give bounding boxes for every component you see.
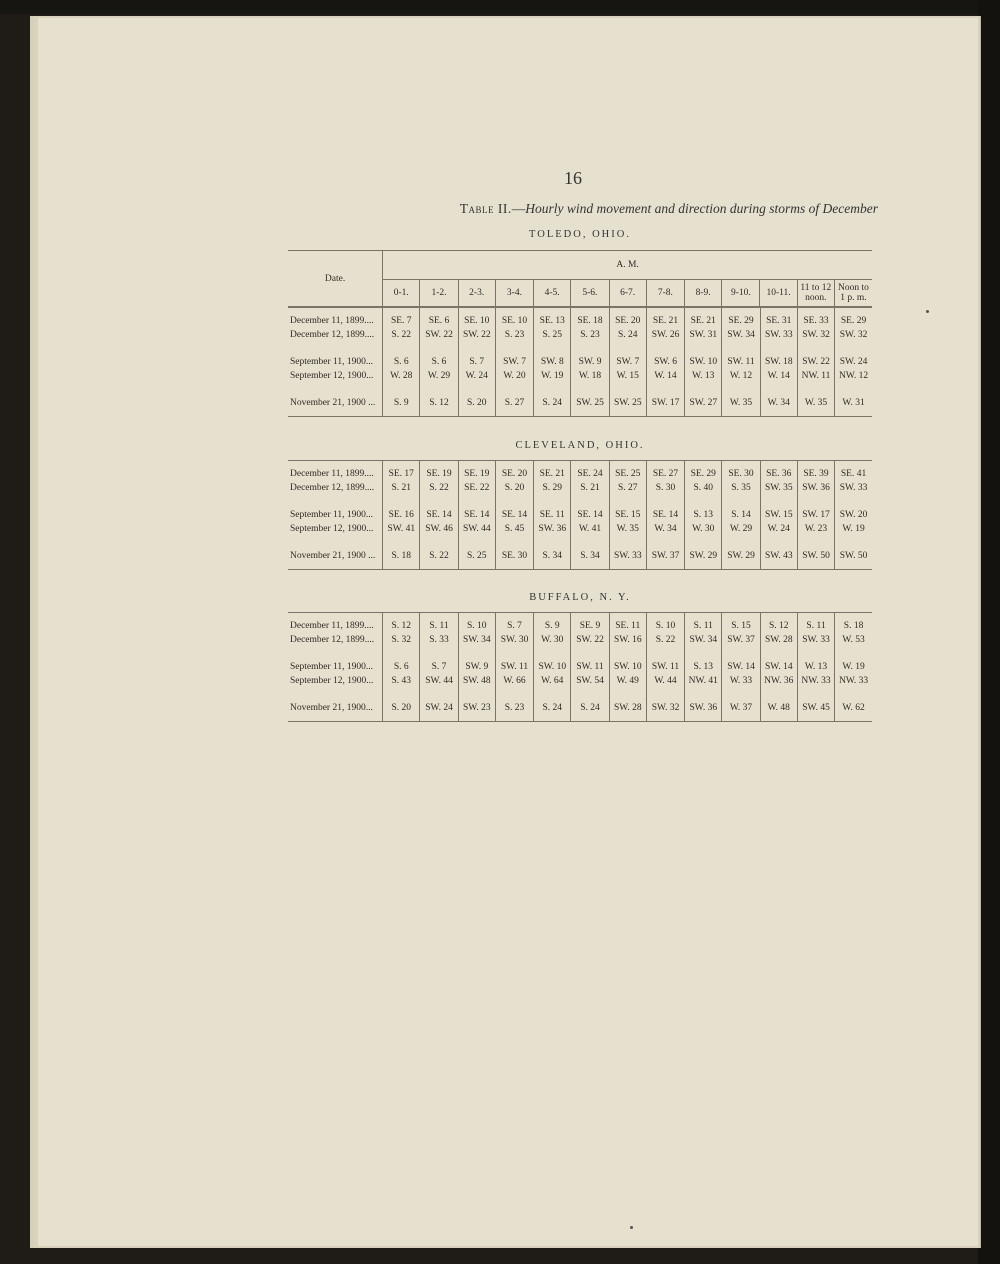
wind-cell: W. 14	[760, 369, 797, 383]
wind-cell: SW. 10	[609, 647, 646, 674]
wind-cell: S. 34	[534, 536, 571, 570]
wind-cell: S. 7	[420, 647, 458, 674]
wind-cell: W. 19	[835, 647, 872, 674]
wind-cell: SW. 10	[685, 342, 722, 369]
wind-cell: SE. 10	[495, 308, 533, 329]
hour-header: 8-9.	[684, 280, 721, 307]
wind-cell: S. 12	[760, 613, 797, 634]
wind-cell: NW. 33	[797, 674, 834, 688]
wind-cell: S. 24	[609, 328, 646, 342]
wind-cell: SE. 16	[383, 495, 420, 522]
wind-cell: S. 22	[420, 481, 458, 495]
row-date: November 21, 1900...	[288, 688, 383, 722]
hour-header: 5-6.	[571, 280, 609, 307]
table-header	[288, 250, 872, 307]
table-row	[288, 633, 872, 647]
buffalo-table	[288, 612, 872, 722]
wind-cell: W. 34	[760, 383, 797, 417]
wind-cell: S. 13	[685, 647, 722, 674]
wind-cell: W. 19	[534, 369, 571, 383]
wind-cell: S. 12	[383, 613, 420, 634]
wind-cell: S. 7	[458, 342, 495, 369]
wind-cell: SW. 22	[458, 328, 495, 342]
wind-cell: W. 30	[685, 522, 722, 536]
wind-cell: SE. 9	[571, 613, 609, 634]
wind-cell: SE. 19	[420, 461, 458, 482]
row-date: November 21, 1900 ...	[288, 536, 383, 570]
wind-cell: SW. 37	[722, 633, 760, 647]
wind-cell: SW. 9	[458, 647, 495, 674]
paper-speck	[926, 310, 929, 313]
hour-header: 9-10.	[722, 280, 760, 307]
wind-cell: SE. 29	[835, 308, 872, 329]
wind-cell: W. 12	[722, 369, 760, 383]
wind-cell: SW. 34	[722, 328, 760, 342]
hour-header: 1-2.	[420, 280, 458, 307]
wind-cell: SW. 23	[458, 688, 495, 722]
caption-title: Hourly wind movement and direction during storms of December	[525, 201, 878, 216]
row-date: December 11, 1899....	[288, 613, 383, 634]
wind-cell: SE. 17	[383, 461, 420, 482]
wind-cell: S. 10	[646, 613, 684, 634]
wind-cell: SE. 14	[495, 495, 533, 522]
wind-cell: W. 44	[646, 674, 684, 688]
wind-cell: W. 28	[383, 369, 420, 383]
wind-cell: SE. 7	[383, 308, 420, 329]
wind-cell: SW. 24	[420, 688, 458, 722]
row-date: December 11, 1899....	[288, 461, 383, 482]
wind-cell: S. 25	[534, 328, 571, 342]
wind-cell: S. 6	[383, 647, 420, 674]
wind-cell: SW. 41	[383, 522, 420, 536]
wind-cell: S. 7	[495, 613, 533, 634]
wind-cell: SW. 43	[760, 536, 797, 570]
wind-cell: W. 31	[835, 383, 872, 417]
wind-cell: SE. 33	[797, 308, 834, 329]
wind-cell: SE. 24	[571, 461, 609, 482]
table-row	[288, 342, 872, 369]
wind-cell: SW. 10	[534, 647, 571, 674]
wind-cell: S. 10	[458, 613, 495, 634]
table-row	[288, 383, 872, 417]
section-title-toledo: TOLEDO, OHIO.	[529, 229, 631, 240]
wind-cell: NW. 41	[685, 674, 722, 688]
wind-cell: S. 24	[534, 383, 571, 417]
wind-cell: SW. 8	[534, 342, 571, 369]
wind-cell: S. 30	[646, 481, 684, 495]
wind-cell: SW. 45	[797, 688, 834, 722]
wind-cell: SW. 17	[646, 383, 684, 417]
wind-cell: S. 27	[609, 481, 646, 495]
am-header: A. M.	[383, 251, 872, 280]
wind-cell: W. 14	[646, 369, 684, 383]
row-date: December 12, 1899....	[290, 330, 375, 340]
wind-cell: SW. 36	[685, 688, 722, 722]
wind-cell: W. 66	[495, 674, 533, 688]
wind-cell: SW. 11	[495, 647, 533, 674]
table-row	[288, 674, 872, 688]
wind-cell: S. 18	[383, 536, 420, 570]
wind-cell: W. 35	[722, 383, 760, 417]
wind-cell: S. 6	[420, 342, 458, 369]
wind-cell: SE. 19	[458, 461, 495, 482]
hour-header: 4-5.	[534, 280, 571, 307]
wind-cell: S. 11	[420, 613, 458, 634]
wind-cell: W. 64	[534, 674, 571, 688]
wind-cell: SE. 10	[458, 308, 495, 329]
wind-cell: SW. 14	[760, 647, 797, 674]
wind-cell: SW. 16	[609, 633, 646, 647]
hour-header: 7-8.	[646, 280, 684, 307]
scanner-edge-top	[0, 0, 1000, 14]
table-row	[288, 522, 872, 536]
wind-cell: S. 45	[495, 522, 533, 536]
hour-header: 2-3.	[458, 280, 495, 307]
wind-cell: SE. 20	[495, 461, 533, 482]
wind-cell: S. 23	[495, 328, 533, 342]
hour-header: 0-1.	[383, 280, 420, 307]
wind-cell: S. 21	[571, 481, 609, 495]
section-title-cleveland: CLEVELAND, OHIO.	[515, 440, 645, 451]
wind-cell: NW. 11	[797, 369, 834, 383]
wind-cell: SW. 44	[420, 674, 458, 688]
wind-cell: S. 11	[685, 613, 722, 634]
date-column-header: Date.	[288, 251, 383, 307]
wind-cell: SW. 14	[722, 647, 760, 674]
wind-cell: SW. 28	[760, 633, 797, 647]
cleveland-table	[288, 460, 872, 570]
wind-cell: SW. 44	[458, 522, 495, 536]
wind-cell: SE. 14	[458, 495, 495, 522]
wind-cell: S. 22	[420, 536, 458, 570]
wind-cell: SE. 20	[609, 308, 646, 329]
hour-header: 6-7.	[609, 280, 646, 307]
wind-cell: SW. 54	[571, 674, 609, 688]
row-date: December 12, 1899....	[290, 483, 375, 493]
wind-cell: SE. 31	[760, 308, 797, 329]
wind-cell: S. 20	[383, 688, 420, 722]
table-row	[288, 647, 872, 674]
wind-cell: SE. 15	[609, 495, 646, 522]
wind-cell: S. 12	[420, 383, 458, 417]
wind-cell: W. 62	[835, 688, 872, 722]
wind-cell: SW. 6	[646, 342, 684, 369]
toledo-table	[288, 307, 872, 417]
scanner-edge-right	[978, 0, 1000, 1264]
wind-cell: SW. 28	[609, 688, 646, 722]
wind-cell: W. 34	[646, 522, 684, 536]
wind-cell: SE. 21	[534, 461, 571, 482]
wind-cell: SW. 34	[458, 633, 495, 647]
wind-cell: S. 14	[722, 495, 760, 522]
row-date: December 11, 1899....	[288, 308, 383, 329]
wind-cell: SW. 33	[797, 633, 834, 647]
wind-cell: S. 29	[534, 481, 571, 495]
row-date: December 12, 1899....	[290, 635, 375, 645]
section-title-buffalo: BUFFALO, N. Y.	[529, 592, 631, 603]
wind-cell: SW. 32	[835, 328, 872, 342]
hour-header: Noon to 1 p. m.	[834, 280, 872, 307]
wind-cell: SW. 9	[571, 342, 609, 369]
wind-cell: SE. 30	[495, 536, 533, 570]
wind-cell: SE. 13	[534, 308, 571, 329]
wind-cell: SW. 27	[685, 383, 722, 417]
wind-cell: W. 24	[760, 522, 797, 536]
wind-cell: S. 25	[458, 536, 495, 570]
table-row	[288, 481, 872, 495]
wind-cell: SW. 22	[797, 342, 834, 369]
wind-cell: S. 35	[722, 481, 760, 495]
wind-cell: SW. 48	[458, 674, 495, 688]
row-date: September 12, 1900...	[290, 524, 374, 534]
wind-cell: W. 35	[797, 383, 834, 417]
wind-cell: S. 9	[534, 613, 571, 634]
wind-cell: SW. 29	[685, 536, 722, 570]
wind-cell: SW. 18	[760, 342, 797, 369]
wind-cell: SE. 41	[835, 461, 872, 482]
wind-cell: W. 41	[571, 522, 609, 536]
wind-cell: SW. 35	[760, 481, 797, 495]
wind-cell: SE. 25	[609, 461, 646, 482]
wind-cell: SE. 14	[420, 495, 458, 522]
wind-cell: SE. 21	[646, 308, 684, 329]
wind-cell: S. 9	[383, 383, 420, 417]
page-number: 16	[564, 168, 582, 188]
wind-cell: S. 11	[797, 613, 834, 634]
table-row	[288, 613, 872, 634]
wind-cell: SE. 30	[722, 461, 760, 482]
wind-cell: W. 15	[609, 369, 646, 383]
wind-cell: SW. 26	[646, 328, 684, 342]
wind-cell: S. 6	[383, 342, 420, 369]
row-date: September 11, 1900...	[290, 357, 374, 367]
wind-cell: W. 18	[571, 369, 609, 383]
wind-cell: W. 49	[609, 674, 646, 688]
wind-cell: SE. 11	[534, 495, 571, 522]
table-row	[288, 495, 872, 522]
wind-cell: W. 53	[835, 633, 872, 647]
table-row	[288, 536, 872, 570]
wind-cell: S. 20	[458, 383, 495, 417]
table-row	[288, 461, 872, 482]
wind-cell: SW. 32	[646, 688, 684, 722]
wind-cell: SW. 36	[797, 481, 834, 495]
wind-cell: S. 23	[495, 688, 533, 722]
wind-cell: S. 24	[534, 688, 571, 722]
wind-cell: W. 19	[835, 522, 872, 536]
wind-cell: W. 24	[458, 369, 495, 383]
wind-cell: SW. 22	[420, 328, 458, 342]
wind-cell: SW. 7	[495, 342, 533, 369]
wind-cell: SW. 25	[571, 383, 609, 417]
wind-cell: W. 23	[797, 522, 834, 536]
table-row	[288, 369, 872, 383]
wind-cell: SE. 6	[420, 308, 458, 329]
wind-cell: SW. 25	[609, 383, 646, 417]
wind-cell: NW. 36	[760, 674, 797, 688]
wind-cell: S. 15	[722, 613, 760, 634]
table-row	[288, 308, 872, 329]
wind-cell: W. 20	[495, 369, 533, 383]
wind-cell: S. 32	[383, 633, 420, 647]
table-row	[288, 688, 872, 722]
wind-cell: SW. 32	[797, 328, 834, 342]
wind-cell: W. 13	[797, 647, 834, 674]
wind-cell: SW. 50	[835, 536, 872, 570]
wind-cell: S. 22	[383, 328, 420, 342]
wind-cell: SW. 34	[685, 633, 722, 647]
wind-cell: W. 29	[420, 369, 458, 383]
page	[38, 18, 978, 1246]
wind-cell: SW. 46	[420, 522, 458, 536]
row-date: September 12, 1900...	[290, 371, 374, 381]
wind-cell: SE. 22	[458, 481, 495, 495]
wind-cell: SW. 15	[760, 495, 797, 522]
wind-cell: W. 30	[534, 633, 571, 647]
wind-cell: SW. 20	[835, 495, 872, 522]
row-date: September 12, 1900...	[290, 676, 374, 686]
wind-cell: SE. 29	[722, 308, 760, 329]
wind-cell: S. 43	[383, 674, 420, 688]
wind-cell: SE. 18	[571, 308, 609, 329]
wind-cell: SW. 7	[609, 342, 646, 369]
wind-cell: SW. 50	[797, 536, 834, 570]
hour-header: 3-4.	[495, 280, 533, 307]
wind-cell: SE. 29	[685, 461, 722, 482]
wind-cell: S. 22	[646, 633, 684, 647]
wind-cell: SW. 17	[797, 495, 834, 522]
wind-cell: W. 35	[609, 522, 646, 536]
wind-cell: SW. 30	[495, 633, 533, 647]
wind-cell: W. 33	[722, 674, 760, 688]
wind-cell: SW. 31	[685, 328, 722, 342]
wind-cell: S. 23	[571, 328, 609, 342]
wind-cell: SW. 37	[646, 536, 684, 570]
wind-cell: S. 40	[685, 481, 722, 495]
wind-cell: SW. 36	[534, 522, 571, 536]
wind-cell: SE. 14	[571, 495, 609, 522]
wind-cell: SW. 11	[571, 647, 609, 674]
row-date: September 11, 1900...	[290, 510, 374, 520]
table-row	[288, 328, 872, 342]
wind-cell: S. 33	[420, 633, 458, 647]
wind-cell: S. 27	[495, 383, 533, 417]
wind-cell: S. 21	[383, 481, 420, 495]
wind-cell: SW. 33	[609, 536, 646, 570]
wind-cell: SE. 36	[760, 461, 797, 482]
wind-cell: SW. 33	[760, 328, 797, 342]
wind-cell: W. 13	[685, 369, 722, 383]
table-caption	[378, 201, 878, 217]
caption-lead: Table II.	[459, 201, 512, 216]
wind-cell: W. 29	[722, 522, 760, 536]
wind-cell: S. 13	[685, 495, 722, 522]
wind-cell: S. 20	[495, 481, 533, 495]
wind-cell: SW. 11	[646, 647, 684, 674]
paper-speck	[630, 1226, 633, 1229]
wind-cell: W. 37	[722, 688, 760, 722]
caption-dash: —	[511, 201, 526, 216]
wind-cell: W. 48	[760, 688, 797, 722]
hour-header: 10-11.	[760, 280, 797, 307]
wind-cell: NW. 12	[835, 369, 872, 383]
wind-cell: SE. 39	[797, 461, 834, 482]
wind-cell: S. 24	[571, 688, 609, 722]
wind-cell: SE. 11	[609, 613, 646, 634]
row-date: November 21, 1900 ...	[288, 383, 383, 417]
wind-cell: S. 34	[571, 536, 609, 570]
wind-cell: NW. 33	[835, 674, 872, 688]
wind-cell: S. 18	[835, 613, 872, 634]
wind-cell: SE. 14	[646, 495, 684, 522]
wind-cell: SW. 24	[835, 342, 872, 369]
row-date: September 11, 1900...	[290, 662, 374, 672]
wind-cell: SW. 11	[722, 342, 760, 369]
wind-cell: SE. 21	[685, 308, 722, 329]
wind-cell: SW. 29	[722, 536, 760, 570]
wind-cell: SW. 22	[571, 633, 609, 647]
wind-cell: SW. 33	[835, 481, 872, 495]
hour-header: 11 to 12 noon.	[797, 280, 834, 307]
wind-cell: SE. 27	[646, 461, 684, 482]
